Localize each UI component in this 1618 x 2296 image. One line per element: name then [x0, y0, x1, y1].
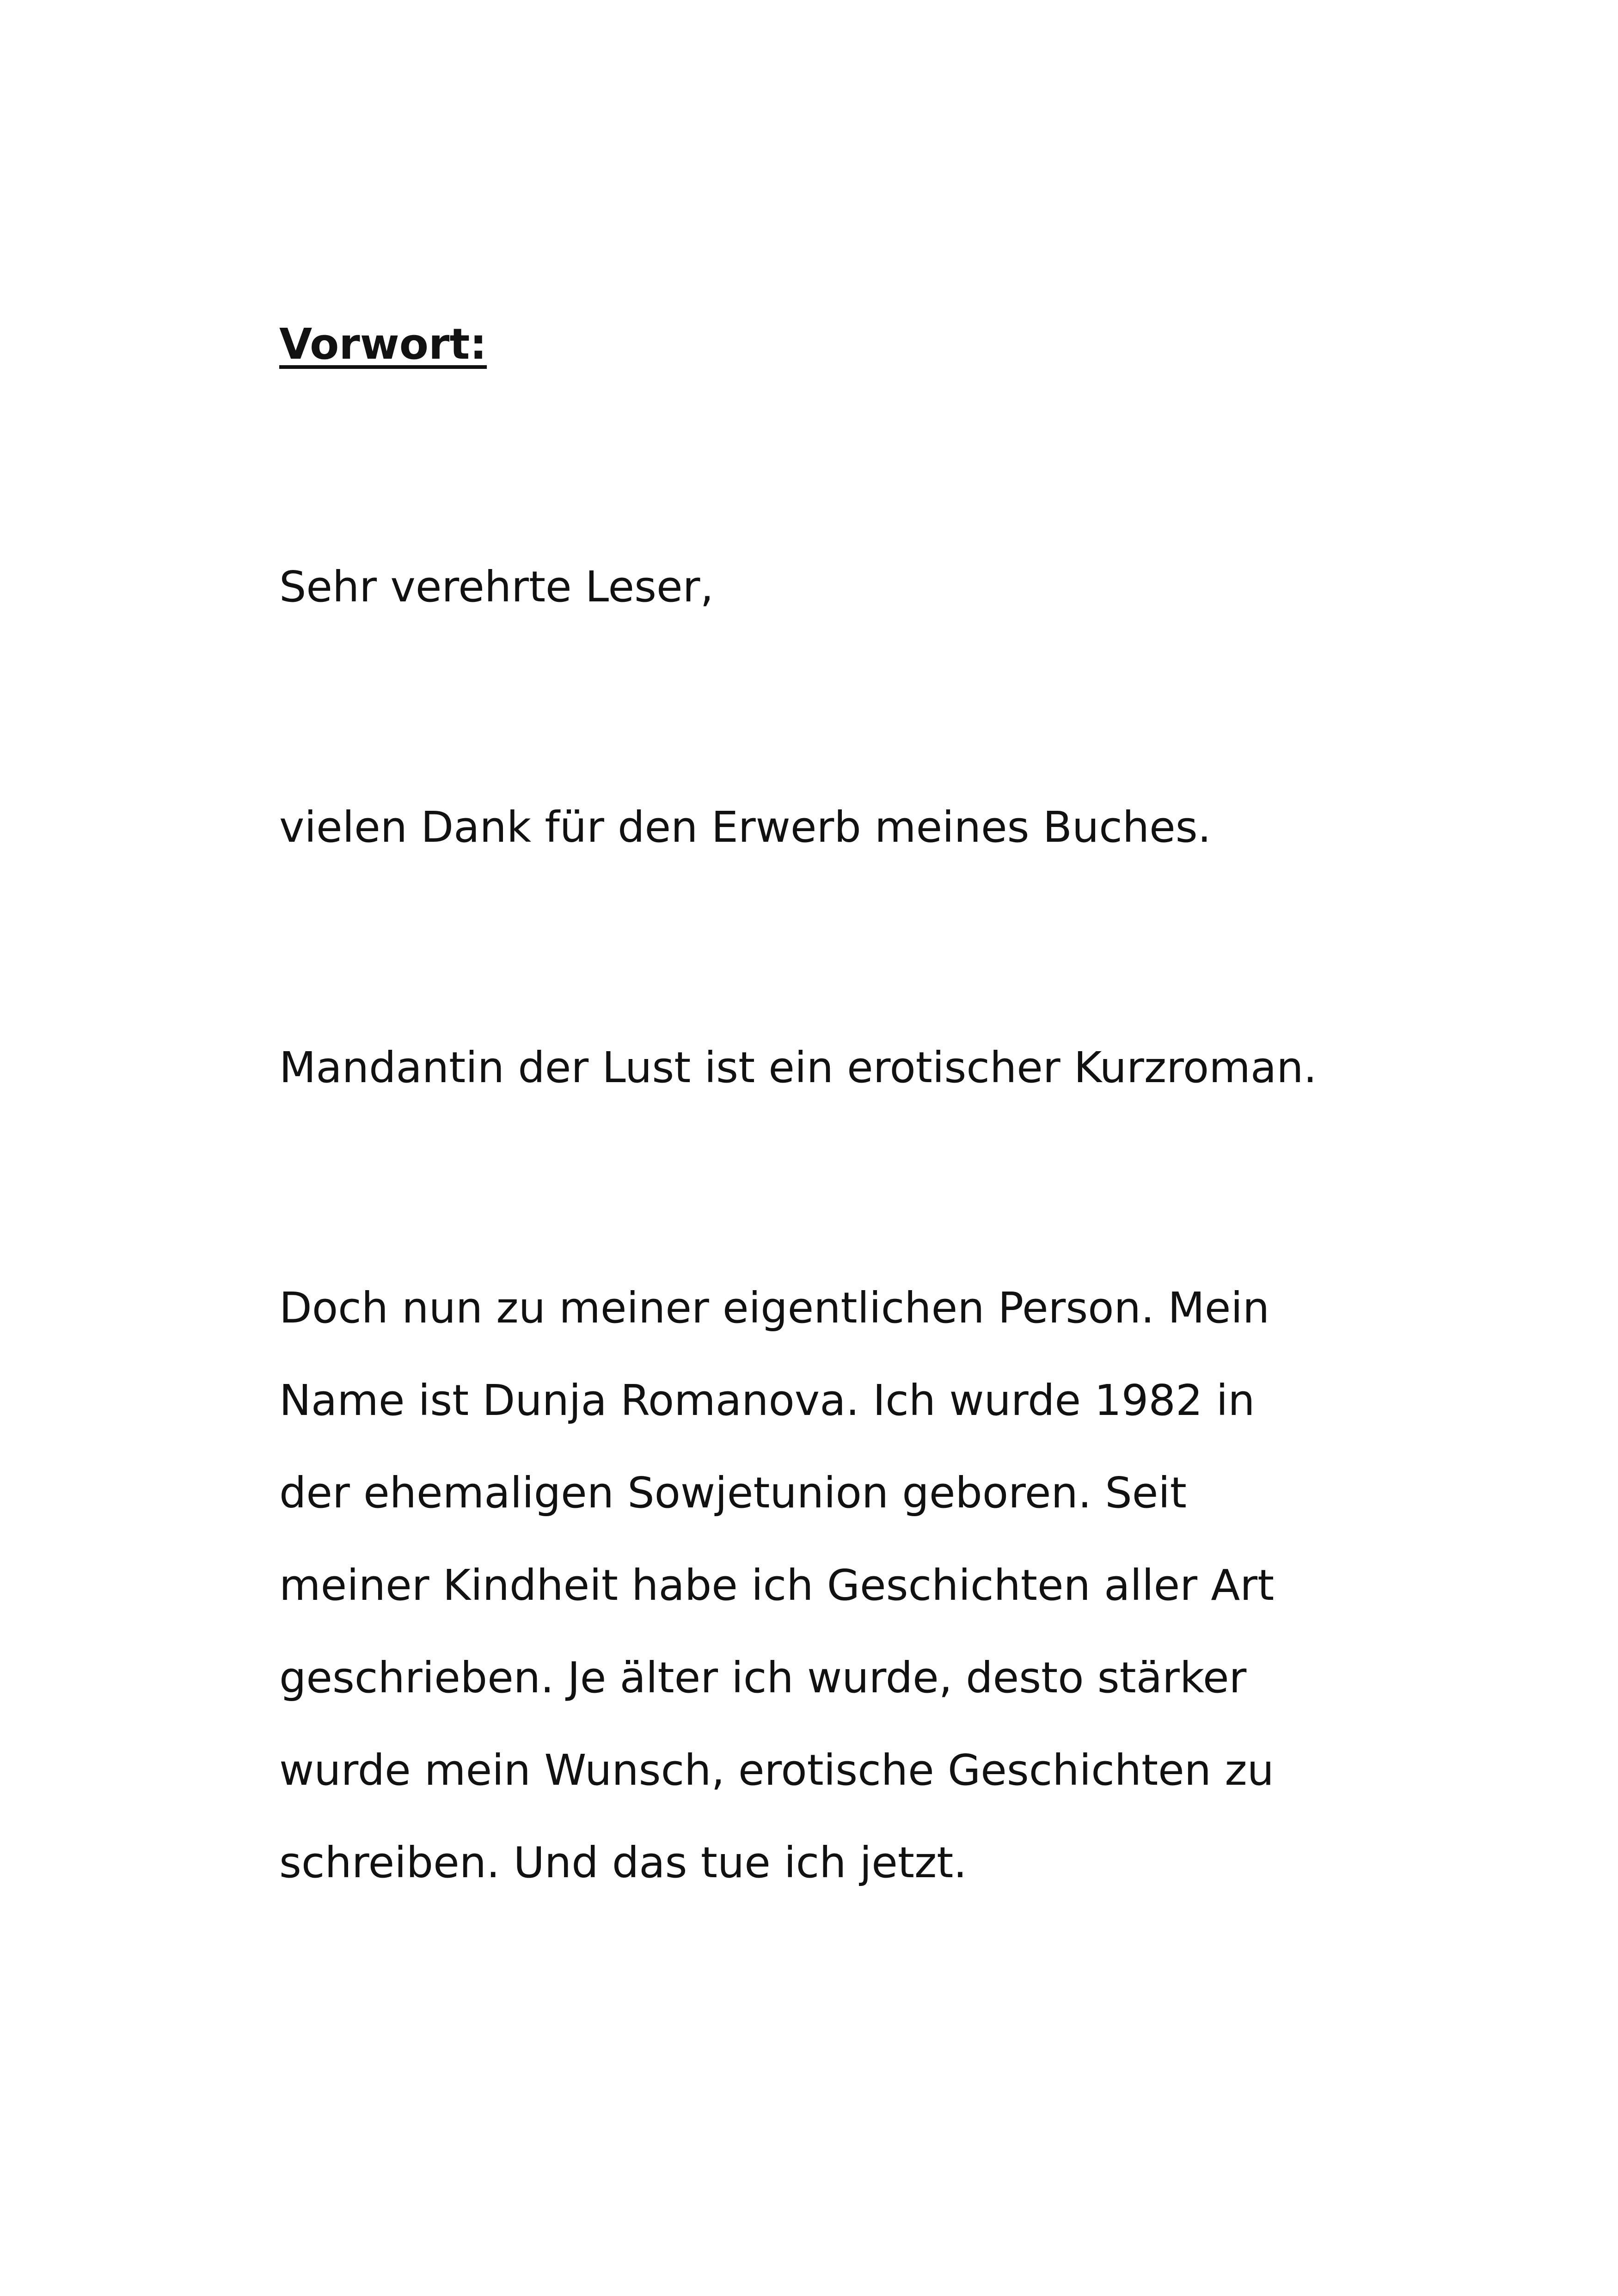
bio-line: schreiben. Und das tue ich jetzt.: [279, 1838, 967, 1887]
bio-line: meiner Kindheit habe ich Geschichten aller Art: [279, 1561, 1275, 1610]
bio-line: wurde mein Wunsch, erotische Geschichten zu: [279, 1745, 1274, 1795]
thanks-paragraph: vielen Dank für den Erwerb meines Buches.: [279, 802, 1211, 852]
bio-line: geschrieben. Je älter ich wurde, desto stärker: [279, 1653, 1247, 1702]
bio-line: Name ist Dunja Romanova. Ich wurde 1982 in: [279, 1376, 1255, 1425]
salutation-paragraph: Sehr verehrte Leser,: [279, 562, 714, 612]
bio-line: der ehemaligen Sowjetunion geboren. Seit: [279, 1468, 1187, 1518]
page-heading: Vorwort:: [279, 319, 487, 369]
bio-line: Doch nun zu meiner eigentlichen Person. Mein: [279, 1283, 1270, 1333]
novel-description-paragraph: Mandantin der Lust ist ein erotischer Kurzroman.: [279, 1043, 1317, 1092]
